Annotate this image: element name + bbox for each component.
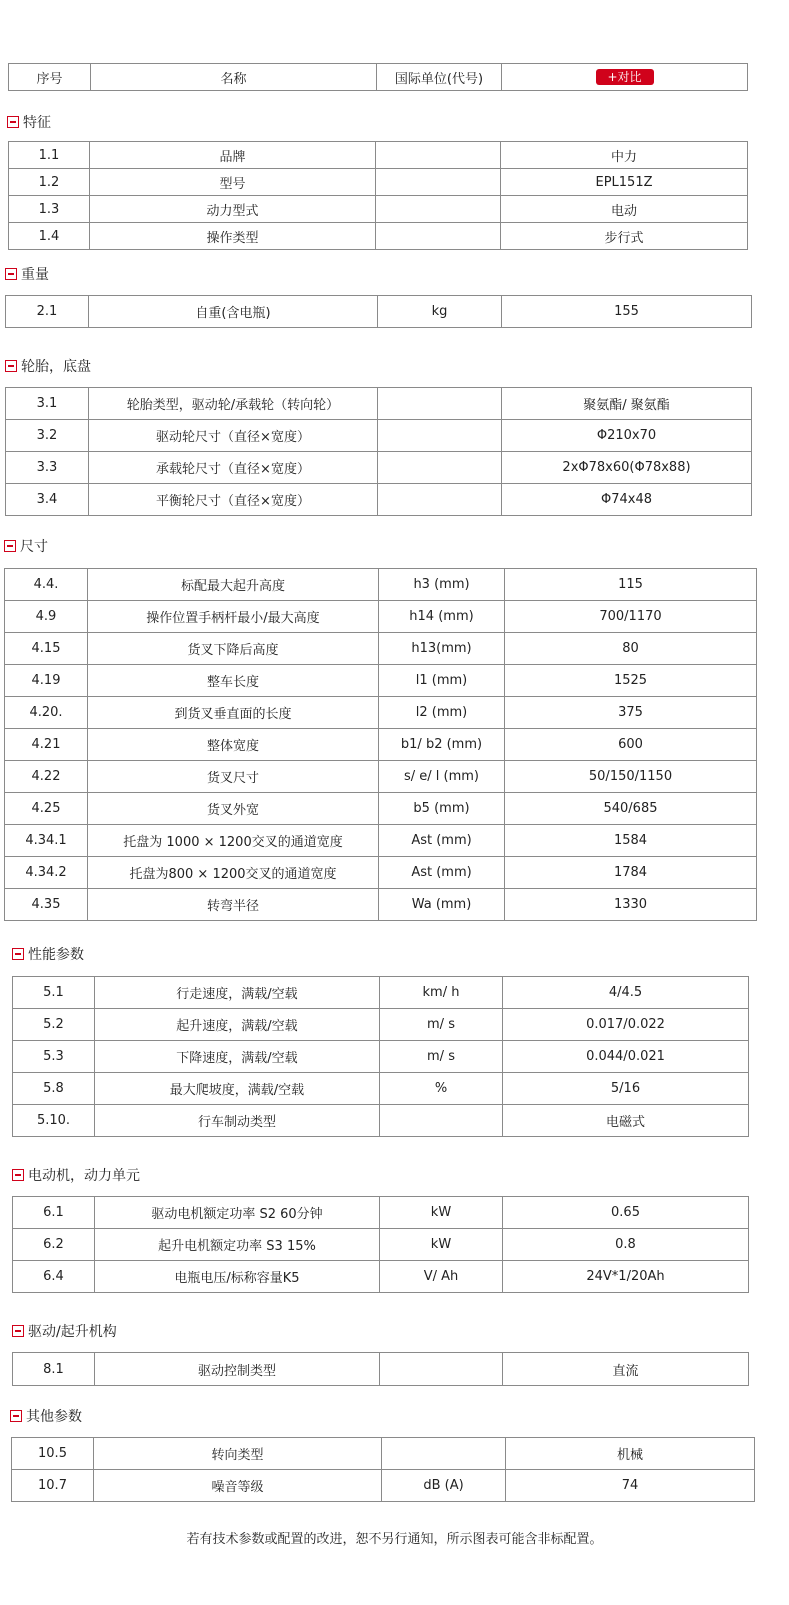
section-title: 特征 <box>23 115 51 131</box>
collapse-minus-icon[interactable] <box>7 116 19 128</box>
cell-index: 4.4. <box>5 569 88 601</box>
cell-name: 操作类型 <box>90 223 376 250</box>
spec-table-drive-lift <box>12 1352 749 1386</box>
cell-index: 4.35 <box>5 889 88 921</box>
cell-value: 0.8 <box>503 1229 749 1261</box>
table-row <box>13 1261 749 1293</box>
cell-unit: % <box>380 1073 503 1105</box>
cell-name: 噪音等级 <box>94 1470 382 1502</box>
cell-index: 1.4 <box>9 223 90 250</box>
header-row <box>9 64 748 91</box>
spec-table-other <box>11 1437 755 1502</box>
cell-name: 驱动电机额定功率 S2 60分钟 <box>95 1197 380 1229</box>
cell-value: 聚氨酯/ 聚氨酯 <box>502 388 752 420</box>
table-row <box>5 857 757 889</box>
collapse-minus-icon[interactable] <box>12 948 24 960</box>
table-row <box>9 142 748 169</box>
table-row <box>9 223 748 250</box>
cell-unit: km/ h <box>380 977 503 1009</box>
header-col-compare <box>502 64 748 91</box>
cell-name: 下降速度，满载/空载 <box>95 1041 380 1073</box>
cell-value: 115 <box>505 569 757 601</box>
cell-name: 货叉尺寸 <box>88 761 379 793</box>
cell-index: 4.15 <box>5 633 88 665</box>
cell-name: 型号 <box>90 169 376 196</box>
cell-unit: m/ s <box>380 1041 503 1073</box>
section-dimensions[interactable] <box>4 535 48 557</box>
table-row <box>13 1353 749 1386</box>
spec-table-features <box>8 141 748 250</box>
cell-index: 8.1 <box>13 1353 95 1386</box>
table-row <box>5 569 757 601</box>
section-other[interactable] <box>10 1405 82 1427</box>
table-row <box>5 761 757 793</box>
cell-unit: m/ s <box>380 1009 503 1041</box>
cell-value: 1525 <box>505 665 757 697</box>
cell-unit: s/ e/ l (mm) <box>379 761 505 793</box>
header-col-index: 序号 <box>9 64 91 91</box>
cell-unit: b1/ b2 (mm) <box>379 729 505 761</box>
cell-index: 6.1 <box>13 1197 95 1229</box>
cell-name: 自重(含电瓶) <box>89 296 378 328</box>
cell-index: 1.3 <box>9 196 90 223</box>
cell-unit: kW <box>380 1197 503 1229</box>
cell-value: 电动 <box>501 196 748 223</box>
cell-index: 4.21 <box>5 729 88 761</box>
cell-unit <box>376 169 501 196</box>
table-row <box>9 169 748 196</box>
section-title: 尺寸 <box>20 539 48 555</box>
cell-unit: Wa (mm) <box>379 889 505 921</box>
cell-name: 操作位置手柄杆最小/最大高度 <box>88 601 379 633</box>
cell-value: 中力 <box>501 142 748 169</box>
table-row <box>6 296 752 328</box>
cell-index: 5.1 <box>13 977 95 1009</box>
cell-index: 3.2 <box>6 420 89 452</box>
cell-value: 2xΦ78x60(Φ78x88) <box>502 452 752 484</box>
cell-unit <box>378 388 502 420</box>
cell-value: 直流 <box>503 1353 749 1386</box>
cell-name: 标配最大起升高度 <box>88 569 379 601</box>
cell-unit <box>376 223 501 250</box>
cell-index: 6.2 <box>13 1229 95 1261</box>
cell-name: 托盘为 1000 × 1200交叉的通道宽度 <box>88 825 379 857</box>
section-performance[interactable] <box>12 943 84 965</box>
cell-index: 4.22 <box>5 761 88 793</box>
cell-value: 375 <box>505 697 757 729</box>
cell-unit: dB (A) <box>382 1470 506 1502</box>
cell-index: 3.3 <box>6 452 89 484</box>
cell-unit: l1 (mm) <box>379 665 505 697</box>
table-clip <box>8 251 748 259</box>
table-row <box>13 1073 749 1105</box>
cell-value: 1784 <box>505 857 757 889</box>
cell-index: 4.34.1 <box>5 825 88 857</box>
cell-value: 80 <box>505 633 757 665</box>
cell-index: 3.1 <box>6 388 89 420</box>
table-row <box>13 1105 749 1137</box>
table-row <box>5 665 757 697</box>
cell-name: 到货叉垂直面的长度 <box>88 697 379 729</box>
table-row <box>6 452 752 484</box>
spec-table-tires-chassis <box>5 387 752 516</box>
collapse-minus-icon[interactable] <box>4 540 16 552</box>
cell-value: 600 <box>505 729 757 761</box>
cell-index: 1.2 <box>9 169 90 196</box>
cell-unit <box>378 420 502 452</box>
section-title: 电动机，动力单元 <box>28 1168 140 1184</box>
cell-unit: h14 (mm) <box>379 601 505 633</box>
table-row <box>5 793 757 825</box>
cell-value: 0.017/0.022 <box>503 1009 749 1041</box>
cell-unit <box>378 452 502 484</box>
cell-value: Φ210x70 <box>502 420 752 452</box>
cell-unit <box>382 1438 506 1470</box>
cell-value: 0.65 <box>503 1197 749 1229</box>
cell-value: 1584 <box>505 825 757 857</box>
table-row <box>5 889 757 921</box>
section-tires-chassis[interactable] <box>5 355 91 377</box>
table-row <box>13 1009 749 1041</box>
cell-value: 1330 <box>505 889 757 921</box>
cell-name: 驱动轮尺寸（直径×宽度） <box>89 420 378 452</box>
collapse-minus-icon[interactable] <box>5 360 17 372</box>
cell-value: 50/150/1150 <box>505 761 757 793</box>
cell-name: 转弯半径 <box>88 889 379 921</box>
cell-index: 4.25 <box>5 793 88 825</box>
table-row <box>5 697 757 729</box>
collapse-minus-icon[interactable] <box>12 1325 24 1337</box>
cell-index: 5.2 <box>13 1009 95 1041</box>
cell-value: 155 <box>502 296 752 328</box>
header-col-unit: 国际单位(代号) <box>377 64 502 91</box>
section-drive-lift[interactable] <box>12 1320 117 1342</box>
cell-unit: V/ Ah <box>380 1261 503 1293</box>
section-title: 性能参数 <box>28 947 84 963</box>
cell-unit <box>380 1105 503 1137</box>
cell-value: 540/685 <box>505 793 757 825</box>
section-title: 轮胎，底盘 <box>21 359 91 375</box>
compare-button[interactable]: +对比 <box>596 69 654 85</box>
cell-name: 行走速度，满载/空载 <box>95 977 380 1009</box>
cell-name: 转向类型 <box>94 1438 382 1470</box>
cell-unit: b5 (mm) <box>379 793 505 825</box>
cell-value: 步行式 <box>501 223 748 250</box>
cell-name: 货叉下降后高度 <box>88 633 379 665</box>
collapse-minus-icon[interactable] <box>5 268 17 280</box>
cell-unit: l2 (mm) <box>379 697 505 729</box>
spec-table-dimensions <box>4 568 757 921</box>
section-motor-power[interactable] <box>12 1164 140 1186</box>
cell-value: 0.044/0.021 <box>503 1041 749 1073</box>
table-row <box>5 601 757 633</box>
cell-index: 5.8 <box>13 1073 95 1105</box>
cell-value: Φ74x48 <box>502 484 752 516</box>
cell-name: 品牌 <box>90 142 376 169</box>
cell-index: 4.9 <box>5 601 88 633</box>
cell-name: 整车长度 <box>88 665 379 697</box>
cell-index: 4.34.2 <box>5 857 88 889</box>
table-row <box>13 977 749 1009</box>
cell-index: 5.10. <box>13 1105 95 1137</box>
section-title: 驱动/起升机构 <box>28 1324 117 1340</box>
cell-value: 700/1170 <box>505 601 757 633</box>
collapse-minus-icon[interactable] <box>10 1410 22 1422</box>
section-features[interactable] <box>7 111 51 133</box>
cell-name: 动力型式 <box>90 196 376 223</box>
cell-value: 电磁式 <box>503 1105 749 1137</box>
table-row <box>6 388 752 420</box>
cell-index: 6.4 <box>13 1261 95 1293</box>
cell-value: 5/16 <box>503 1073 749 1105</box>
table-row <box>12 1470 755 1502</box>
table-row <box>5 729 757 761</box>
cell-name: 起升电机额定功率 S3 15% <box>95 1229 380 1261</box>
table-row <box>5 633 757 665</box>
cell-name: 驱动控制类型 <box>95 1353 380 1386</box>
spec-table-motor-power <box>12 1196 749 1293</box>
table-row <box>6 484 752 516</box>
cell-name: 行车制动类型 <box>95 1105 380 1137</box>
cell-unit: kg <box>378 296 502 328</box>
cell-name: 起升速度，满载/空载 <box>95 1009 380 1041</box>
spec-table-performance <box>12 976 749 1137</box>
cell-unit <box>380 1353 503 1386</box>
cell-value: 24V*1/20Ah <box>503 1261 749 1293</box>
cell-unit: h13(mm) <box>379 633 505 665</box>
cell-unit: Ast (mm) <box>379 857 505 889</box>
cell-value: EPL151Z <box>501 169 748 196</box>
cell-index: 3.4 <box>6 484 89 516</box>
cell-name: 整体宽度 <box>88 729 379 761</box>
cell-index: 4.19 <box>5 665 88 697</box>
table-row <box>12 1438 755 1470</box>
cell-unit: Ast (mm) <box>379 825 505 857</box>
spec-header-table <box>8 63 748 91</box>
cell-name: 托盘为800 × 1200交叉的通道宽度 <box>88 857 379 889</box>
cell-name: 电瓶电压/标称容量K5 <box>95 1261 380 1293</box>
cell-name: 轮胎类型，驱动轮/承载轮（转向轮） <box>89 388 378 420</box>
cell-index: 5.3 <box>13 1041 95 1073</box>
cell-unit <box>378 484 502 516</box>
table-row <box>6 420 752 452</box>
table-row <box>13 1197 749 1229</box>
cell-value: 机械 <box>506 1438 755 1470</box>
section-weight[interactable] <box>5 263 49 285</box>
table-row <box>9 196 748 223</box>
disclaimer-footnote: 若有技术参数或配置的改进，恕不另行通知，所示图表可能含非标配置。 <box>186 1532 603 1547</box>
cell-index: 10.7 <box>12 1470 94 1502</box>
section-title: 其他参数 <box>26 1409 82 1425</box>
table-row <box>13 1229 749 1261</box>
table-row <box>13 1041 749 1073</box>
collapse-minus-icon[interactable] <box>12 1169 24 1181</box>
cell-value: 74 <box>506 1470 755 1502</box>
cell-index: 2.1 <box>6 296 89 328</box>
table-row <box>5 825 757 857</box>
cell-index: 1.1 <box>9 142 90 169</box>
cell-unit <box>376 142 501 169</box>
cell-name: 货叉外宽 <box>88 793 379 825</box>
section-title: 重量 <box>21 267 49 283</box>
cell-index: 10.5 <box>12 1438 94 1470</box>
cell-index: 4.20. <box>5 697 88 729</box>
cell-name: 平衡轮尺寸（直径×宽度） <box>89 484 378 516</box>
spec-table-weight <box>5 295 752 328</box>
cell-name: 承载轮尺寸（直径×宽度） <box>89 452 378 484</box>
cell-unit <box>376 196 501 223</box>
cell-unit: h3 (mm) <box>379 569 505 601</box>
header-col-name: 名称 <box>91 64 377 91</box>
cell-unit: kW <box>380 1229 503 1261</box>
cell-name: 最大爬坡度，满载/空载 <box>95 1073 380 1105</box>
cell-value: 4/4.5 <box>503 977 749 1009</box>
